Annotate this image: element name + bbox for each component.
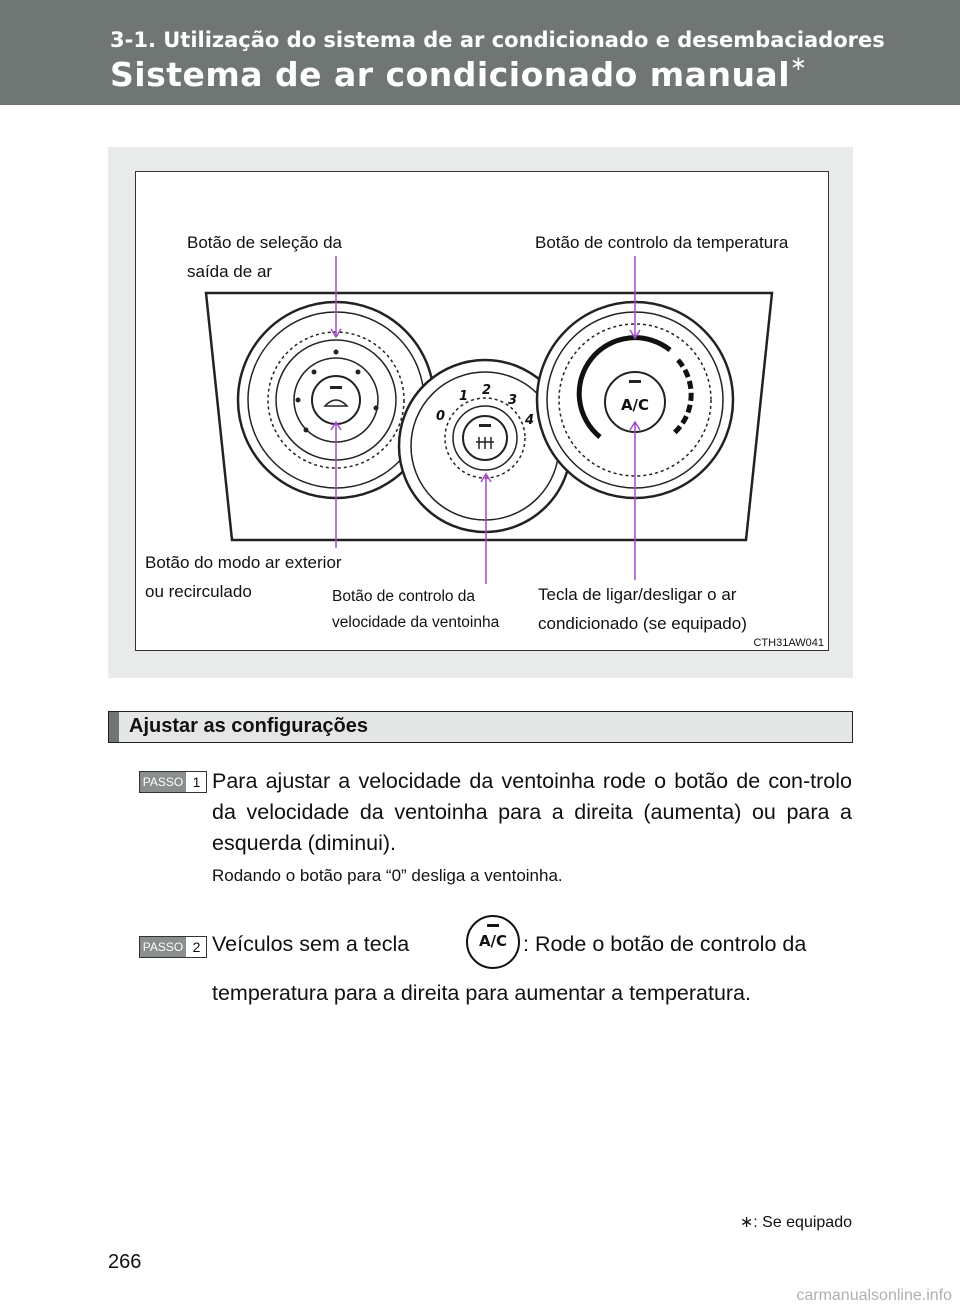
- label-ac-switch-line1: Tecla de ligar/desligar o ar: [538, 585, 737, 604]
- step-1-badge-label: PASSO: [140, 772, 186, 792]
- ac-switch-icon-mark: [487, 924, 499, 927]
- chapter-header: [0, 0, 960, 105]
- label-air-mode-line1: Botão do modo ar exterior: [145, 553, 342, 572]
- fan-scale-1: 1: [459, 389, 469, 404]
- page-title: [110, 51, 808, 94]
- page-title-text: Sistema de ar condicionado manual: [110, 55, 791, 94]
- footnote-text: : Se equipado: [753, 1214, 852, 1231]
- label-outlet-select-line1: Botão de seleção da: [187, 233, 343, 252]
- climate-panel-illustration: [136, 172, 828, 650]
- label-fan-speed-line1: Botão de controlo da: [332, 588, 476, 605]
- step-2-badge-number: 2: [192, 939, 201, 955]
- fan-scale-2: 2: [482, 383, 492, 398]
- step-1-text: Para ajustar a velocidade da ventoinha rode o botão de con-trolo da velocidade da ventoinha para a direita (aumenta) ou para a esquerda (diminui).: [212, 769, 852, 855]
- fan-scale-4: 4: [525, 413, 535, 428]
- step-1-note: Rodando o botão para “0” desliga a ventoinha.: [212, 866, 563, 885]
- step-1-badge-number: 1: [192, 774, 201, 790]
- step-2-text-before: Veículos sem a tecla: [212, 932, 410, 956]
- label-fan-speed-line2: velocidade da ventoinha: [332, 614, 500, 631]
- figure-code: CTH31AW041: [753, 637, 824, 649]
- footnote-mark: ∗: [739, 1214, 754, 1231]
- step-2-badge: [139, 936, 207, 958]
- watermark: carmanualsonline.info: [796, 1287, 952, 1304]
- step-2-line-2: temperatura para a direita para aumentar a temperatura.: [212, 981, 751, 1005]
- label-temp-control: Botão de controlo da temperatura: [535, 233, 789, 252]
- title-equipped-mark: ∗: [790, 51, 808, 75]
- label-air-mode-line2: ou recirculado: [145, 582, 252, 601]
- fan-scale-0: 0: [436, 409, 446, 424]
- section-heading: [108, 711, 853, 743]
- step-2-badge-label: PASSO: [140, 937, 186, 957]
- label-outlet-select-line2: saída de ar: [187, 262, 273, 281]
- label-ac-switch-line2: condicionado (se equipado): [538, 614, 747, 633]
- ac-switch-icon-text: A/C: [478, 932, 508, 950]
- figure-frame: [135, 171, 829, 651]
- ac-button-label: A/C: [620, 396, 650, 414]
- footnote: [740, 1212, 852, 1232]
- page-number: 266: [108, 1251, 142, 1273]
- section-heading-bar: [109, 712, 119, 742]
- section-number: 3-1. Utilização do sistema de ar condicionado e desembaciadores: [110, 28, 885, 52]
- ac-switch-icon: [466, 915, 520, 969]
- step-1-badge: [139, 771, 207, 793]
- step-2-text-after: : Rode o botão de controlo da: [523, 932, 807, 956]
- section-heading-text: Ajustar as configurações: [129, 715, 368, 737]
- fan-scale-3: 3: [508, 393, 518, 408]
